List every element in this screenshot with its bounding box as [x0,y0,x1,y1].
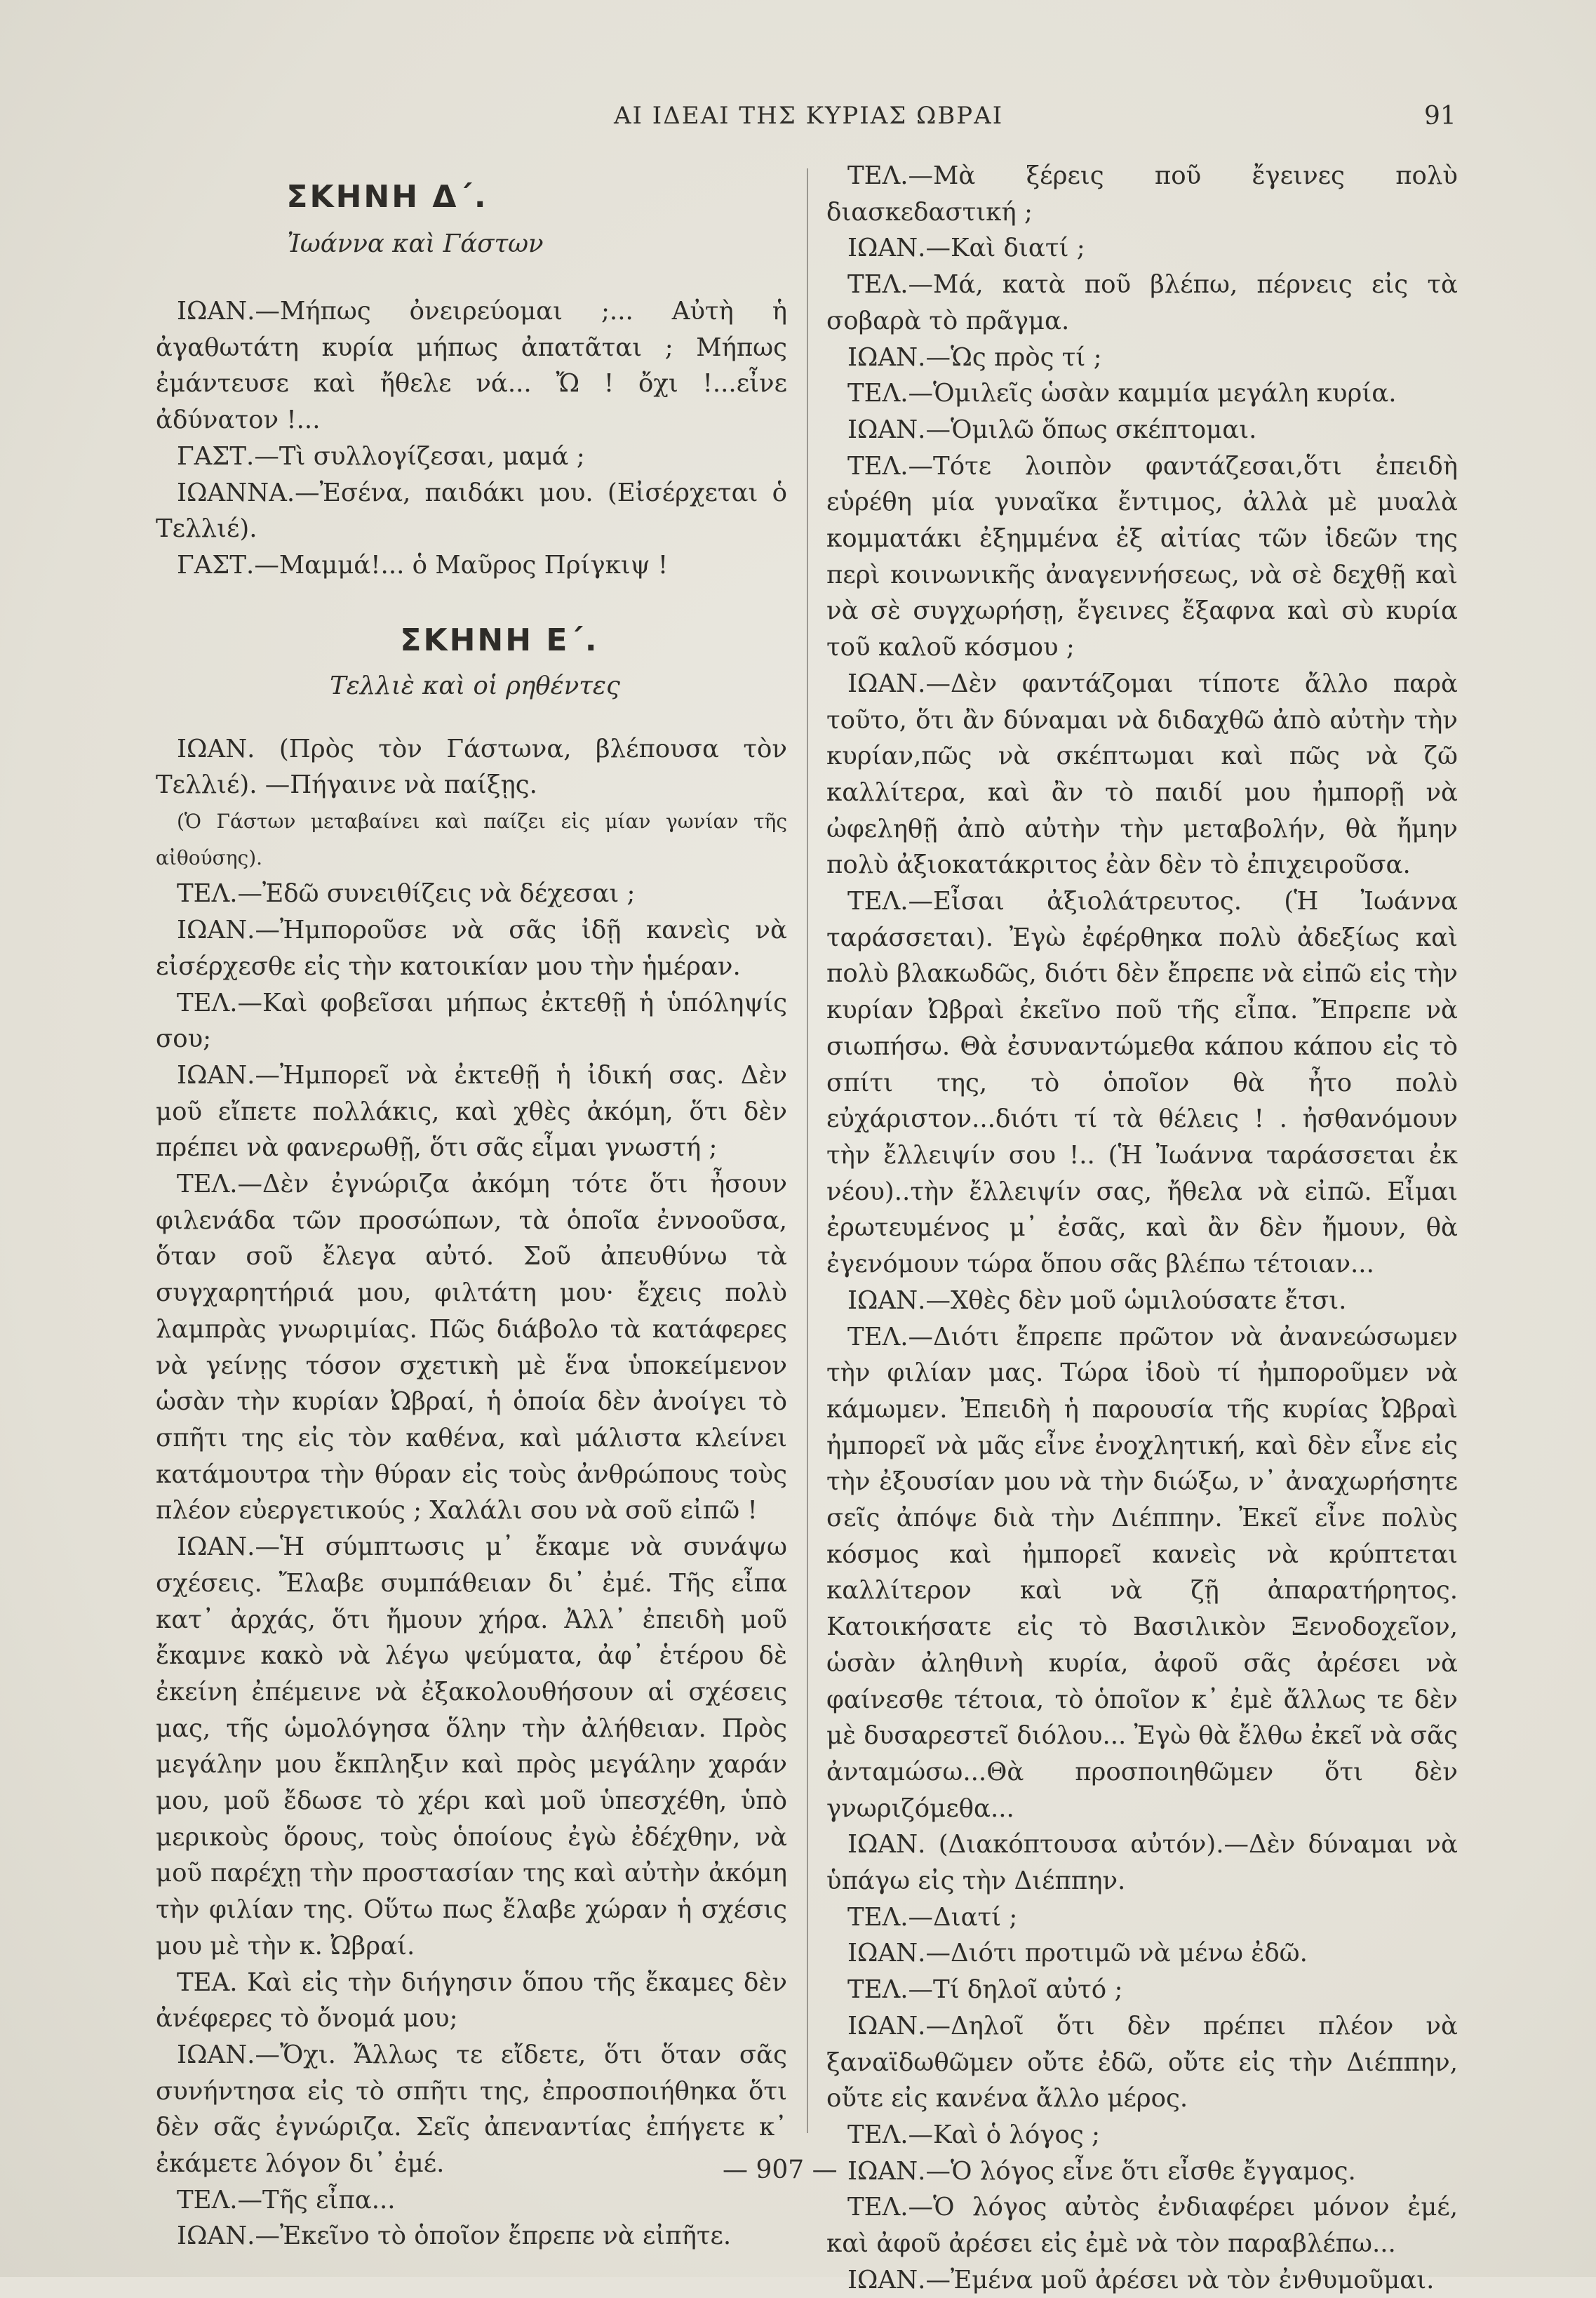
dialogue-line: ΙΩΑΝ.—Ἡ σύμπτωσις μ᾽ ἔκαμε νὰ συνάψω σχέσεις. Ἔλαβε συμπάθειαν δι᾽ ἐμέ. Τῆς εἶπα κατ᾽ ἀρχάς, ὅτι ἤμουν χήρα. Ἀλλ᾽ ἐπειδὴ μοῦ ἔκαμνε κακὸ νὰ λέγω ψεύματα, ἀφ᾽ ἑτέρου δὲ ἐκείνη ἐπέμεινε νὰ ἐξακολουθήσουν αἱ σχέσεις μας, τῆς ὡμολόγησα ὅλην τὴν ἀλήθειαν. Πρὸς μεγάλην μου ἔκπληξιν καὶ πρὸς μεγάλην χαράν μου, μοῦ ἔδωσε τὸ χέρι καὶ μοῦ ὑπεσχέθη, ὑπὸ μερικοὺς ὅρους, τοὺς ὁποίους ἐγὼ ἐδέχθην, νὰ μοῦ παρέχῃ τὴν προστασίαν της καὶ αὐτὴν ἀκόμη τὴν φιλίαν της. Οὕτω πως ἔλαβε χώραν ἡ σχέσις μου μὲ τὴν κ. Ὠβραί. [156,1532,787,1960]
running-title: ΑΙ ΙΔΕΑΙ ΤΗΣ ΚΥΡΙΑΣ ΩΒΡΑΙ [614,102,1004,130]
dialogue-line: ΤΕΛ.—Διότι ἔπρεπε πρῶτον νὰ ἀνανεώσωμεν τὴν φιλίαν μας. Τώρα ἰδοὺ τί ἠμποροῦμεν νὰ κάμωμεν. Ἐπειδὴ ἡ παρουσία τῆς κυρίας Ὠβραὶ ἠμπορεῖ νὰ μᾶς εἶνε ἐνοχλητική, καὶ δὲν εἶνε εἰς τὴν ἐξουσίαν μου νὰ τὴν διώξω, ν᾽ ἀναχωρήσητε σεῖς ἀπόψε διὰ τὴν Διέππην. Ἐκεῖ εἶνε πολὺς κόσμος καὶ ἠμπορεῖ κανεὶς νὰ κρύπτεται καλλίτερον καὶ νὰ ζῇ ἀπαρατήρητος. Κατοικήσατε εἰς τὸ Βασιλικὸν Ξενοδοχεῖον, ὡσὰν ἀληθινὴ κυρία, ἀφοῦ σᾶς ἀρέσει νὰ φαίνεσθε τέτοια, τὸ ὁποῖον κ᾽ ἐμὲ ἄλλως τε δὲν μὲ δυσαρεστεῖ διόλου... Ἐγὼ θὰ ἔλθω ἐκεῖ νὰ σᾶς ἀνταμώσω...Θὰ προσποιηθῶμεν ὅτι δὲν γνωριζόμεθα... [826,1322,1458,1823]
dialogue-line: ΤΕΛ.—Ἐδῶ συνειθίζεις νὰ δέχεσαι ; [177,879,636,909]
dialogue-line: ΙΩΑΝ.—Μήπως ὀνειρεύομαι ;... Αὐτὴ ἡ ἀγαθωτάτη κυρία μήπως ἀπατᾶται ; Μήπως ἐμάντευσε καὶ ἤθελε νά... Ὤ ! ὄχι !...εἶνε ἀδύνατον !... [156,297,787,435]
dialogue-line: ΓΑΣΤ.—Μαμμά!... ὁ Μαῦρος Πρίγκιψ ! [177,550,669,580]
dialogue-line: ΤΕΛ.—Τῆς εἶπα... [177,2185,396,2215]
scene-d-cast: Ἰωάννα καὶ Γάστων [287,229,544,258]
left-column [156,158,787,2254]
right-column [826,158,1458,2298]
dialogue-line: ΤΕΛ.—Διατί ; [847,1902,1018,1932]
dialogue-line: ΤΕΛ.—Καὶ ὁ λόγος ; [847,2120,1100,2149]
dialogue-line: ΙΩΑΝ.—Ἐκεῖνο τὸ ὁποῖον ἔπρεπε νὰ εἰπῆτε. [177,2222,732,2251]
dialogue-line: ΤΕΛ.—Ὁ λόγος αὐτὸς ἐνδιαφέρει μόνον ἐμέ, καὶ ἀφοῦ ἀρέσει εἰς ἐμὲ νὰ τὸν παραβλέπω... [826,2193,1458,2259]
dialogue-line: ΤΕΛ.—Μὰ ξέρεις ποῦ ἔγεινες πολὺ διασκεδαστική ; [826,161,1458,227]
dialogue-line: ΙΩΑΝ.—Δὲν φαντάζομαι τίποτε ἄλλο παρὰ τοῦτο, ὅτι ἂν δύναμαι νὰ διδαχθῶ ἀπὸ αὐτὴν τὴν κυρίαν,πῶς νὰ σκέπτωμαι καὶ πῶς νὰ ζῶ καλλίτερα, καὶ ἂν τὸ παιδί μου ἠμπορῇ νὰ ὠφεληθῇ ἀπὸ αὐτὴν τὴν μεταβολήν, θὰ ἤμην πολὺ ἀξιοκατάκριτος ἐὰν δὲν τὸ ἐπιχειροῦσα. [826,669,1458,880]
dialogue-line: ΤΕΑ. Καὶ εἰς τὴν διήγησιν ὅπου τῆς ἔκαμες δὲν ἀνέφερες τὸ ὄνομά μου; [156,1968,787,2033]
dialogue-line: ΙΩΑΝ.—Διότι προτιμῶ νὰ μένω ἐδῶ. [847,1939,1308,1968]
dialogue-line: ΤΕΛ.—Εἶσαι ἀξιολάτρευτος. (Ἡ Ἰωάννα ταράσσεται). Ἐγὼ ἐφέρθηκα πολὺ ἀδεξίως καὶ πολὺ βλακωδῶς, διότι δὲν ἔπρεπε νὰ εἰπῶ εἰς τὴν κυρίαν Ὠβραὶ ἐκεῖνο ποῦ τῆς εἶπα. Ἔπρεπε νὰ σιωπήσω. Θὰ ἐσυναντώμεθα κάπου κάπου εἰς τὸ σπίτι της, τὸ ὁποῖον θὰ ἦτο πολὺ εὐχάριστον...διότι τί τὰ θέλεις ! . ἠσθανόμουν τὴν ἔλλειψίν σου !.. (Ἡ Ἰωάννα ταράσσεται ἐκ νέου)..τὴν ἔλλειψίν σας, ἤθελα νὰ εἰπῶ. Εἶμαι ἐρωτευμένος μ᾽ ἐσᾶς, καὶ ἂν δὲν ἤμουν, θὰ ἐγενόμουν τώρα ὅπου σᾶς βλέπω τέτοιαν... [826,887,1458,1279]
dialogue-line: ΙΩΑΝΝΑ.—Ἐσένα, παιδάκι μου. (Εἰσέρχεται ὁ Τελλιέ). [156,478,787,544]
scene-e-heading: ΣΚΗΝΗ Ε΄. [400,622,599,658]
dialogue-line: ΤΕΛ.—Τί δηλοῖ αὐτό ; [847,1975,1123,2005]
dialogue-line: ΙΩΑΝ.—Ἠμποροῦσε νὰ σᾶς ἰδῇ κανεὶς νὰ εἰσέρχεσθε εἰς τὴν κατοικίαν μου τὴν ἡμέραν. [156,916,787,981]
dialogue-line: ΙΩΑΝ.—Ἐμένα μοῦ ἀρέσει νὰ τὸν ἐνθυμοῦμαι. [847,2265,1435,2294]
dialogue-line: ΙΩΑΝ.—Ὄχι. Ἄλλως τε εἴδετε, ὅτι ὅταν σᾶς συνήντησα εἰς τὸ σπῆτι της, ἐπροσποιήθηκα ὅτι δὲν σᾶς ἐγνώριζα. Σεῖς ἀπεναντίας ἐπήγετε κ᾽ ἐκάμετε λόγον δι᾽ ἐμέ. [156,2040,787,2179]
dialogue-line: ΙΩΑΝ.—Ὁμιλῶ ὅπως σκέπτομαι. [847,415,1257,444]
dialogue-line: ΤΕΛ.—Καὶ φοβεῖσαι μήπως ἐκτεθῇ ἡ ὑπόληψίς σου; [156,988,787,1054]
dialogue-line: ΤΕΛ.—Μά, κατὰ ποῦ βλέπω, πέρνεις εἰς τὰ σοβαρὰ τὸ πρᾶγμα. [826,270,1458,335]
scene-d-heading: ΣΚΗΝΗ Δ΄. [286,179,488,215]
scene-e-cast: Τελλιὲ καὶ οἱ ρηθέντες [330,671,620,700]
dialogue-line: ΙΩΑΝ.—Ὁ λόγος εἶνε ὅτι εἶσθε ἔγγαμος. [847,2156,1356,2186]
dialogue-line: ΙΩΑΝ.—Καὶ διατί ; [847,234,1085,263]
folio-number: — 907 — [723,2156,838,2184]
dialogue-line: ΙΩΑΝ. (Πρὸς τὸν Γάστωνα, βλέπουσα τὸν Τελλιέ). —Πήγαινε νὰ παίξῃς. [156,734,787,800]
dialogue-line: ΙΩΑΝ.—Ἠμπορεῖ νὰ ἐκτεθῇ ἡ ἰδική σας. Δὲν μοῦ εἴπετε πολλάκις, καὶ χθὲς ἀκόμη, ὅτι δὲν πρέπει νὰ φανερωθῇ, ὅτι σᾶς εἶμαι γνωστή ; [156,1060,787,1163]
dialogue-line: ΙΩΑΝ.—Ὡς πρὸς τί ; [847,342,1102,372]
dialogue-line: ΤΕΛ.—Δὲν ἐγνώριζα ἀκόμη τότε ὅτι ἦσουν φιλενάδα τῶν προσώπων, τὰ ὁποῖα ἐννοοῦσα, ὅταν σοῦ ἔλεγα αὐτό. Σοῦ ἀπευθύνω τὰ συγχαρητήριά μου, φιλτάτη μου· ἔχεις πολὺ λαμπρὰς γνωριμίας. Πῶς διάβολο τὰ κατάφερες νὰ γείνῃς τόσον σχετικὴ μὲ ἕνα ὑποκείμενον ὡσὰν τὴν κυρίαν Ὠβραί, ἡ ὁποία δὲν ἀνοίγει τὸ σπῆτι της εἰς τὸν καθένα, καὶ μάλιστα κλείνει κατάμουτρα τὴν θύραν εἰς τοὺς ἀνθρώπους τοὺς πλέον εὐεργετικούς ; Χαλάλι σου νὰ σοῦ εἰπῶ ! [156,1170,787,1525]
dialogue-line: ΙΩΑΝ. (Διακόπτουσα αὐτόν).—Δὲν δύναμαι νὰ ὑπάγω εἰς τὴν Διέππην. [826,1830,1458,1896]
stage-direction: (Ὁ Γάστων μεταβαίνει καὶ παίζει εἰς μίαν γωνίαν τῆς αἰθούσης). [156,810,787,869]
running-head [0,102,1596,144]
dialogue-line: ΓΑΣΤ.—Τὶ συλλογίζεσαι, μαμά ; [177,441,585,471]
page-number: 91 [1424,102,1456,131]
dialogue-line: ΤΕΛ.—Ὁμιλεῖς ὡσὰν καμμία μεγάλη κυρία. [847,379,1397,408]
dialogue-line: ΙΩΑΝ.—Δηλοῖ ὅτι δὲν πρέπει πλέον νὰ ξαναϊδωθῶμεν οὔτε ἐδῶ, οὔτε εἰς τὴν Διέππην, οὔτε εἰς κανένα ἄλλο μέρος. [826,2011,1458,2113]
dialogue-line: ΤΕΛ.—Τότε λοιπὸν φαντάζεσαι,ὅτι ἐπειδὴ εὑρέθη μία γυναῖκα ἔντιμος, ἀλλὰ μὲ μυαλὰ κομματάκι ἐξημμένα ἐξ αἰτίας τῶν ἰδεῶν της περὶ κοινωνικῆς ἀναγεννήσεως, νὰ σὲ δεχθῇ καὶ νὰ σὲ συγχωρήσῃ, ἔγεινες ἔξαφνα καὶ σὺ κυρία τοῦ καλοῦ κόσμου ; [826,451,1458,662]
dialogue-line: ΙΩΑΝ.—Χθὲς δὲν μοῦ ὡμιλούσατε ἔτσι. [847,1285,1347,1315]
column-divider [807,168,808,2133]
